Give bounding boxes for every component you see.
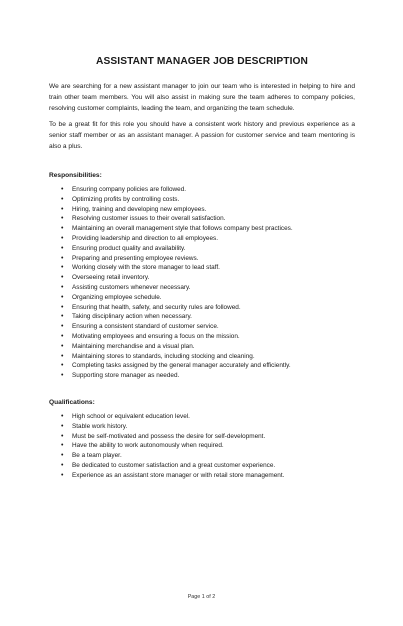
list-item: • Taking disciplinary action when necessary. <box>49 312 355 322</box>
list-item: • Ensuring company policies are followed. <box>49 185 355 195</box>
list-item: • Assisting customers whenever necessary. <box>49 283 355 293</box>
list-item: • Ensuring product quality and availability. <box>49 244 355 254</box>
page-number: Page 1 of 2 <box>187 594 216 600</box>
list-item: • Resolving customer issues to their overall satisfaction. <box>49 214 355 224</box>
intro-paragraph-2: To be a great fit for this role you should have a consistent work history and previous experience as a senior staff member or as an assistant manager. A passion for customer service and team mentoring is also a plus. <box>49 121 355 150</box>
list-item: • Must be self-motivated and possess the desire for self-development. <box>49 432 355 442</box>
list-item: • Supporting store manager as needed. <box>49 371 355 381</box>
list-item: • Stable work history. <box>49 422 355 432</box>
list-item: • Experience as an assistant store manager or with retail store management. <box>49 471 355 481</box>
list-item: • Overseeing retail inventory. <box>49 273 355 283</box>
list-item: • Hiring, training and developing new employees. <box>49 205 355 215</box>
list-item: • Maintaining stores to standards, including stocking and cleaning. <box>49 352 355 362</box>
list-item: • Optimizing profits by controlling costs. <box>49 195 355 205</box>
list-item: • Maintaining merchandise and a visual plan. <box>49 342 355 352</box>
qualifications-heading: Qualifications: <box>49 398 95 406</box>
list-item: • Be dedicated to customer satisfaction and a great customer experience. <box>49 461 355 471</box>
responsibilities-heading: Responsibilities: <box>49 172 102 179</box>
list-item: • Completing tasks assigned by the general manager accurately and efficiently. <box>49 361 355 371</box>
list-item: • Organizing employee schedule. <box>49 293 355 303</box>
list-item: • Be a team player. <box>49 451 355 461</box>
intro-paragraph-1: We are searching for a new assistant manager to join our team who is interested in helping to hire and train other team members. You will also assist in making sure the team adheres to company policies, resolving customer complaints, leading the team, and organizing the team schedule. <box>49 83 355 112</box>
list-item: • Providing leadership and direction to all employees. <box>49 234 355 244</box>
qualifications-list <box>49 412 355 481</box>
document-title: ASSISTANT MANAGER JOB DESCRIPTION <box>96 56 308 67</box>
list-item: • Have the ability to work autonomously when required. <box>49 441 355 451</box>
list-item: • Motivating employees and ensuring a focus on the mission. <box>49 332 355 342</box>
list-item: • Preparing and presenting employee reviews. <box>49 254 355 264</box>
list-item: • Ensuring that health, safety, and security rules are followed. <box>49 303 355 313</box>
document-page <box>0 56 403 626</box>
list-item: • Maintaining an overall management style that follows company best practices. <box>49 224 355 234</box>
list-item: • Ensuring a consistent standard of customer service. <box>49 322 355 332</box>
list-item: • High school or equivalent education level. <box>49 412 355 422</box>
list-item: • Working closely with the store manager to lead staff. <box>49 263 355 273</box>
responsibilities-list <box>49 185 355 381</box>
